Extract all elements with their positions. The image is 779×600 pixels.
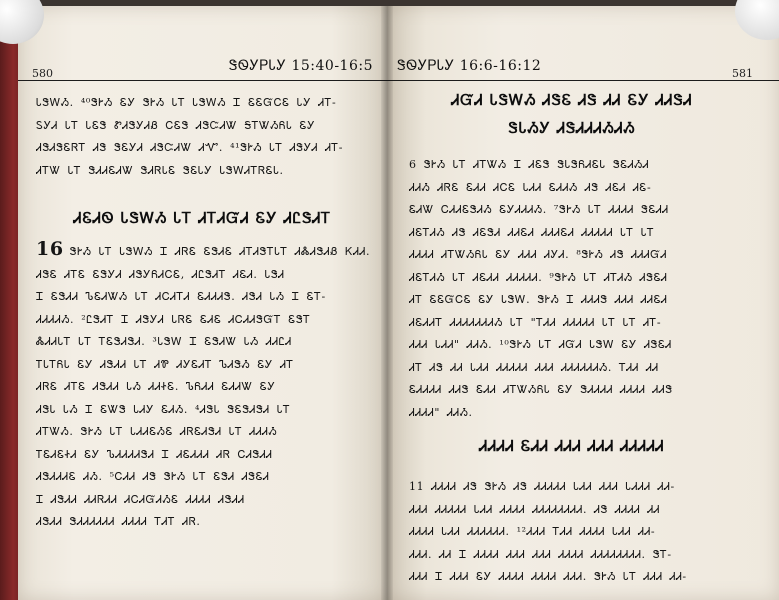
text-line: ᏗᏗᏱ ᏗᏒᏋ ᏋᏗᏗ ᏗᏟᏋ ᏓᏗᏗ ᏋᏗᏗᏱ ᏗᏕ ᏗᏋᏗ ᏗᏋ- xyxy=(409,180,652,194)
text-line: ᏗᏋᎢᏗᏱ ᏗᏕ ᏗᏋᏕᏗ ᏗᏗᏋᏗ ᏗᏗᏗᏋᏗ ᏗᏗᏗᏗᏗ ᏓᎢ ᏓᎢ xyxy=(409,225,655,239)
text-line: Ꮖ ᏋᏕᏗᏗ ᏖᏋᏗᏔᏱ ᏓᎢ ᏗᏟᏗᎢᏗ ᏋᏗᏗᏗᏕ. ᏗᏕᏗ ᏓᏱ Ꮖ ᏋᎢ- xyxy=(36,290,326,303)
left-page-number: 580 xyxy=(32,67,53,80)
right-running-head: ᏕᏫᎩᏢᏓᎩ 16:6-16:12 xyxy=(397,58,542,74)
text-line: ᏗᏗᏗᏗ" ᏗᏗᏱ. xyxy=(409,405,473,419)
text-line: ᏗᎢ ᏗᏕ ᏗᏗ ᏓᏗᏗ ᏗᏗᏗᏗᏗ ᏗᏗᏗ ᏗᏗᏗᏗᏗᏗᏱ. ᎢᏗᏗ ᏗᏗ xyxy=(409,360,659,374)
text-line: ᏗᎢᏔ ᏓᎢ ᏕᏗᏗᏋᏗᏔ ᏕᏗᏒᏓᏋ ᏕᏋᏓᎩ ᏓᏕᎳᏗᎢᏒᏋᏓ. xyxy=(36,163,284,177)
text-line: 11 ᏗᏗᏗᏗ ᏗᏕ ᏕᎨᏱ ᏗᏕ ᏗᏗᏗᏗᏗ ᏓᏗᏗ ᏗᏗᏗ ᏓᏗᏗᏗ ᏗᏗ- xyxy=(409,480,675,493)
text-span: ᏕᎨᏱ ᏓᎢ ᏓᏕᎳᏱ Ꮖ ᏗᏒᏋ ᏋᏕᏗᏋ ᏗᎢᏗᏕᎢᏓᎢ ᏗᏜᏗᏕᏗᏰ ᏦᏗᏗ. xyxy=(69,245,371,258)
text-line: ᏗᏕᏗᏗ ᏕᏗᏗᏗᏗᏗᏗ ᏗᏗᏗᏗ ᎢᏗᎢ ᏗᏒ. xyxy=(36,515,201,528)
text-line: 6 ᏕᎨᏱ ᏓᎢ ᏗᎢᏔᏱ Ꮖ ᏗᏋᏕ ᏕᏓᏕᏲᏗᏋᏓ ᏕᏋᏗᏱᏗ xyxy=(409,158,650,171)
text-line: ᏗᏒᏋ ᏗᎢᏋ ᏗᏕᏗᏗ ᏓᏱ ᏗᏗᏐᏋ. ᏖᏲᏗᏗ ᏋᏗᏗᏔ ᏋᎩ xyxy=(36,380,276,393)
text-line: ᏗᏗᏗ ᏓᏗᏗ" ᏗᏗᏱ. ¹⁰ᏕᎨᏱ ᏓᎢ ᏗᏳᏗ ᏓᏕᎳ ᏋᎩ ᏗᏕᏋᏗ xyxy=(409,338,672,351)
text-line: ᏜᏗᏗᏓᎢ ᏓᎢ ᎢᏋᏕᏗᏕᏗ. ³ᏓᏕᎳ Ꮖ ᏋᏕᏗᏔ ᏓᏱ ᏗᏗᏝᏗ xyxy=(36,335,292,348)
text-line: ᏗᎢᏔᏱ. ᏕᎨᏱ ᏓᎢ ᏓᏗᏗᏋᏱᏋ ᏗᏒᏋᏗᏕᏗ ᏓᎢ ᏗᏗᏗᏱ xyxy=(36,425,278,438)
text-line: ᏗᏗᏗ Ꮖ ᏗᏗᏗ ᏋᎩ ᏗᏗᏗᏗ ᏗᏗᏗᏗ ᏗᏗᏗ. ᏕᎨᏱ ᏓᎢ ᏗᏗᏗ ᏗᏗ- xyxy=(409,570,687,583)
chapter-number: 16 xyxy=(36,238,64,260)
text-line: ᏗᏋᏗᏗᎢ ᏗᏗᏗᏗᏗᏗᏗᏱ ᏓᎢ "ᎢᏗᏗ ᏗᏗᏗᏗᏗ ᏓᎢ ᏓᎢ ᏗᎢ- xyxy=(409,315,662,329)
book-gutter xyxy=(381,6,393,600)
text-line: ᏓᏕᎳᏱ. ⁴⁰ᏕᎨᏱ ᏋᎩ ᏕᎨᏱ ᏓᎢ ᏓᏕᎳᏱ Ꮖ ᏋᏋᏳᏟᏋ ᏓᎩ ᏗᎢ- xyxy=(36,96,337,109)
left-paragraph-2 xyxy=(36,238,381,534)
right-page-number: 581 xyxy=(732,67,753,80)
right-page-header xyxy=(387,44,779,81)
text-line: Ꮖ ᏗᏕᏗᏗ ᏗᏗᏒᏗᏗ ᏗᏟᏗᏳᏗᏱᏋ ᏗᏗᏗᏗ ᏗᏕᏗᏗ xyxy=(36,492,245,506)
text-line xyxy=(36,238,381,264)
heading-line: ᏕᏓᏱᎩ ᏗᏕᏗᏗᏗᏱᏗᏱ xyxy=(508,119,636,137)
heading-line: ᏗᏳᏗ ᏓᏕᎳᏱ ᏗᏕᏋ ᏗᏕ ᏗᏗ ᏋᎩ ᏗᏗᏕᏗ xyxy=(451,91,693,109)
text-line: ᎢᏋᏗᏋᏐᏗ ᏋᎩ ᏖᏗᏗᏗᏗᏕᏗ Ꮖ ᏗᏋᏗᏗᏗ ᏗᏒ ᏟᏗᏕᏗᏗ xyxy=(36,447,273,461)
text-line: ᏗᎢ ᏋᏋᏳᏟᏋ ᏋᎩ ᏓᏕᎳ. ᏕᎨᏱ Ꮖ ᏗᏗᏗᏕ ᏗᏗᏗ ᏗᏗᏋᏗ xyxy=(409,293,668,306)
text-line: ᏋᏗᏔ ᏟᏗᏗᏋᏕᏗᏱ ᏋᎩᏗᏗᏗᏱ. ⁷ᏕᎨᏱ ᏓᎢ ᏗᏗᏗᏗ ᏕᏋᏗᏗ xyxy=(409,203,669,216)
right-section-heading xyxy=(387,86,757,142)
left-paragraph-1 xyxy=(36,92,381,182)
text-line: ᏚᎩᏗ ᏓᎢ ᏓᏋᏕ ᏑᏗᏕᎩᏗᏰ ᏟᏋᏕ ᏗᏕᏨᏗᏔ ᎦᎢᏔᏱᏲᏓ ᏋᎩ xyxy=(36,118,316,132)
text-line: ᏗᏋᎢᏗᏱ ᏓᎢ ᏗᏋᏗᏗ ᏗᏗᏗᏗᏗ. ⁹ᏕᎨᏱ ᏓᎢ ᏗᎢᏗᏱ ᏗᏕᏋᏗ xyxy=(409,270,668,284)
left-running-head: ᏕᏫᎩᏢᏓᎩ 15:40-16:5 xyxy=(228,58,373,74)
text-line: ᏗᏕᏋ ᏗᎢᏋ ᏋᏕᎩᏗ ᏗᏕᎩᏲᏗᏟᏋ, ᏗᏝᏕᏗᎢ ᏗᏋᏗ. ᏓᏕᏗ xyxy=(36,267,285,281)
left-page xyxy=(18,6,387,600)
text-line: ᏗᏗᏗᏗᏱ. ²ᏝᏕᏗᎢ Ꮖ ᏗᏕᎩᏗ ᏓᏒᏋ ᏋᏗᏋ ᏗᏟᏗᏗᏕᏳᎢ ᏋᏕᎢ xyxy=(36,312,311,326)
right-paragraph-2 xyxy=(409,476,754,589)
text-line: ᏗᏕᏗᏕᏋᏒᎢ ᏗᏕ ᏕᏋᎩᏗ ᏗᏕᏨᏗᏔ ᏗᏉ. ⁴¹ᏕᎨᏱ ᏓᎢ ᏗᏕᎩᏗ ᏗᎢ- xyxy=(36,141,344,154)
right-page xyxy=(387,6,779,600)
text-line: ᏗᏗᏗ. ᏗᏗ Ꮖ ᏗᏗᏗᏗ ᏗᏗᏗ ᏗᏗᏗ ᏗᏗᏗᏗ ᏗᏗᏗᏗᏗᏗᏗᏗ. ᏕᎢ- xyxy=(409,547,672,561)
text-line: ᏋᏗᏗᏗᏗ ᏗᏗᏕ ᏋᏗᏗ ᏗᎢᏔᏱᏲᏓ ᏋᎩ ᏕᏗᏗᏗᏗ ᏗᏗᏗᏗ ᏗᏗᏕ xyxy=(409,383,673,396)
text-line: ᏗᏕᏓ ᏓᏱ Ꮖ ᏋᏔᏕ ᏓᏗᎩ ᏋᏗᏱ. ⁴ᏗᏕᏓ ᏕᏋᏕᏗᏕᏗ ᏓᎢ xyxy=(36,402,291,416)
text-line: ᏗᏗᏗ ᏗᏗᏗᏗᏗ ᏓᏗᏗ ᏗᏗᏗᏗ ᏗᏗᏗᏗᏗᏗᏗᏗ. ᏗᏕ ᏗᏗᏗᏗ ᏗᏗ xyxy=(409,502,661,516)
left-section-heading: ᏗᏋᏗᏫ ᏓᏕᎳᏱ ᏓᎢ ᏗᎢᏗᏳᏗ ᏋᎩ ᏗᏝᏕᏗᎢ xyxy=(73,209,332,227)
text-line: ᎢᏓᎢᏲᏓ ᏋᎩ ᏗᏕᏗᏗ ᏓᎢ ᏗᏈ ᏗᎩᏋᏗᎢ ᏖᏗᏕᏱ ᏋᎩ ᏗᎢ xyxy=(36,357,294,371)
right-paragraph-1 xyxy=(409,154,754,424)
text-line: ᏗᏗᏗᏗ ᏓᏗᏗ ᏗᏗᏗᏗᏗᏗ. ¹²ᏗᏗᏗ ᎢᏗᏗ ᏗᏗᏗᏗ ᏓᏗᏗ ᏗᏗ- xyxy=(409,525,656,538)
right-section-heading-2: ᏗᏗᏗᏗ ᏋᏗᏗ ᏗᏗᏗ ᏗᏗᏗ ᏗᏗᏗᏗᏗ xyxy=(479,437,665,455)
left-page-header xyxy=(18,44,387,81)
text-line: ᏗᏗᏗᏗ ᏗᎢᏔᏱᏲᏓ ᏋᎩ ᏗᏗᏗ ᏗᎩᏗ. ⁸ᏕᎨᏱ ᏗᏕ ᏗᏗᏗᏳᏗ xyxy=(409,248,668,261)
text-line: ᏗᏕᏗᏗᏗᏋ ᏗᏱ. ⁵ᏟᏗᏗ ᏗᏕ ᏕᎨᏱ ᏓᎢ ᏋᏕᏗ ᏗᏕᏋᏗ xyxy=(36,470,270,483)
